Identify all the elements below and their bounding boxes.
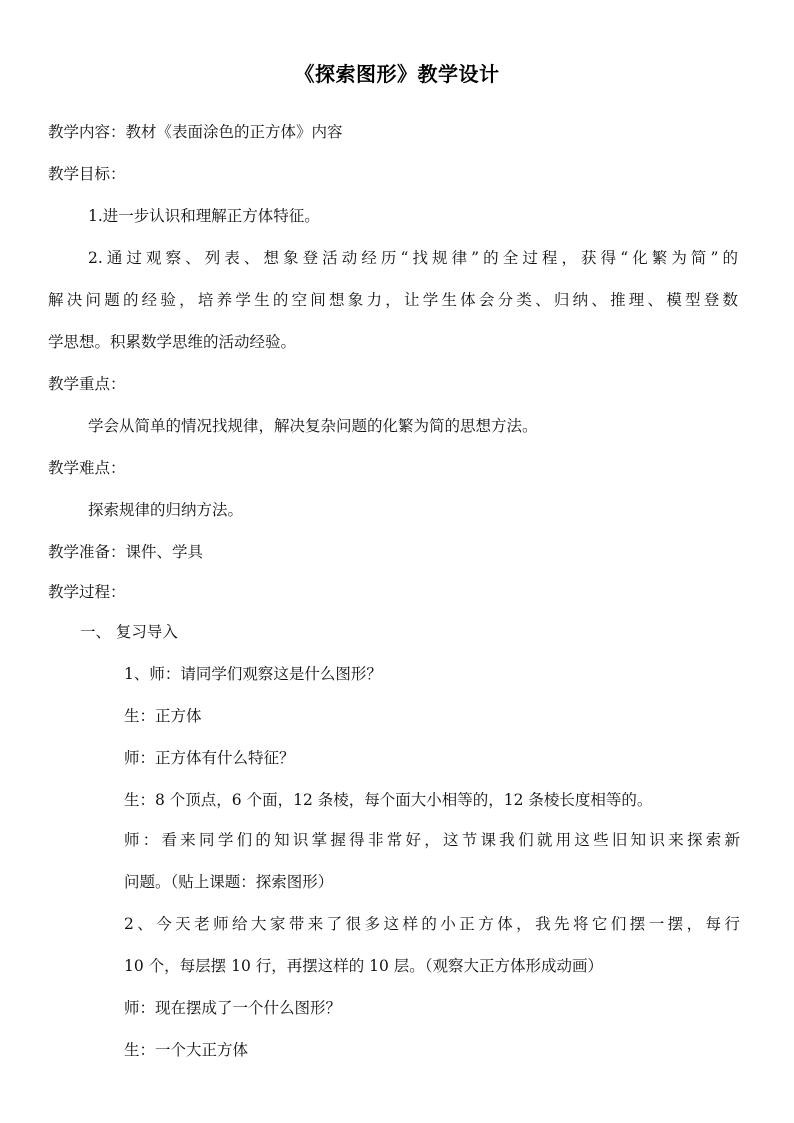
dialogue-line: 生：8 个顶点，6 个面，12 条棱，每个面大小相等的，12 条棱长度相等的。 (124, 791, 653, 809)
difficulties-text: 探索规律的归纳方法。 (88, 501, 244, 519)
objective-2-line-3: 学思想。积累数学思维的活动经验。 (48, 333, 297, 351)
dialogue-line: 10 个，每层摆 10 行，再摆这样的 10 层。（观察大正方体形成动画） (124, 957, 604, 975)
key-points-text: 学会从简单的情况找规律，解决复杂问题的化繁为简的思想方法。 (88, 417, 538, 435)
objective-2-line-2: 解决问题的经验，培养学生的空间想象力，让学生体会分类、归纳、推理、模型登数 (48, 291, 738, 309)
section-heading-key-points: 教学重点： (48, 375, 126, 393)
dialogue-line: 2、今天老师给大家带来了很多这样的小正方体，我先将它们摆一摆，每行 (124, 915, 740, 933)
dialogue-line: 师：看来同学们的知识掌握得非常好，这节课我们就用这些旧知识来探索新 (124, 831, 740, 849)
dialogue-line: 师：正方体有什么特征？ (124, 749, 295, 767)
dialogue-line: 师：现在摆成了一个什么图形？ (124, 999, 342, 1017)
dialogue-line: 生：正方体 (124, 707, 202, 725)
section-heading-process: 教学过程： (48, 583, 126, 601)
section-heading-objectives: 教学目标： (48, 165, 126, 183)
teaching-content: 教学内容：教材《表面涂色的正方体》内容 (48, 123, 343, 141)
section-1-heading: 一、 复习导入 (80, 623, 178, 641)
dialogue-line: 问题。（贴上课题：探索图形） (124, 873, 334, 891)
objective-1: 1.进一步认识和理解正方体特征。 (88, 207, 320, 225)
objective-2-line-1: 2.通过观察、列表、想象登活动经历“找规律”的全过程，获得“化繁为简”的 (88, 249, 738, 267)
document-title: 《探索图形》教学设计 (294, 62, 500, 86)
dialogue-line: 生：一个大正方体 (124, 1041, 249, 1059)
teaching-preparation: 教学准备：课件、学具 (48, 543, 204, 561)
dialogue-line: 1、师：请同学们观察这是什么图形？ (124, 665, 382, 683)
section-heading-difficulties: 教学难点： (48, 459, 126, 477)
